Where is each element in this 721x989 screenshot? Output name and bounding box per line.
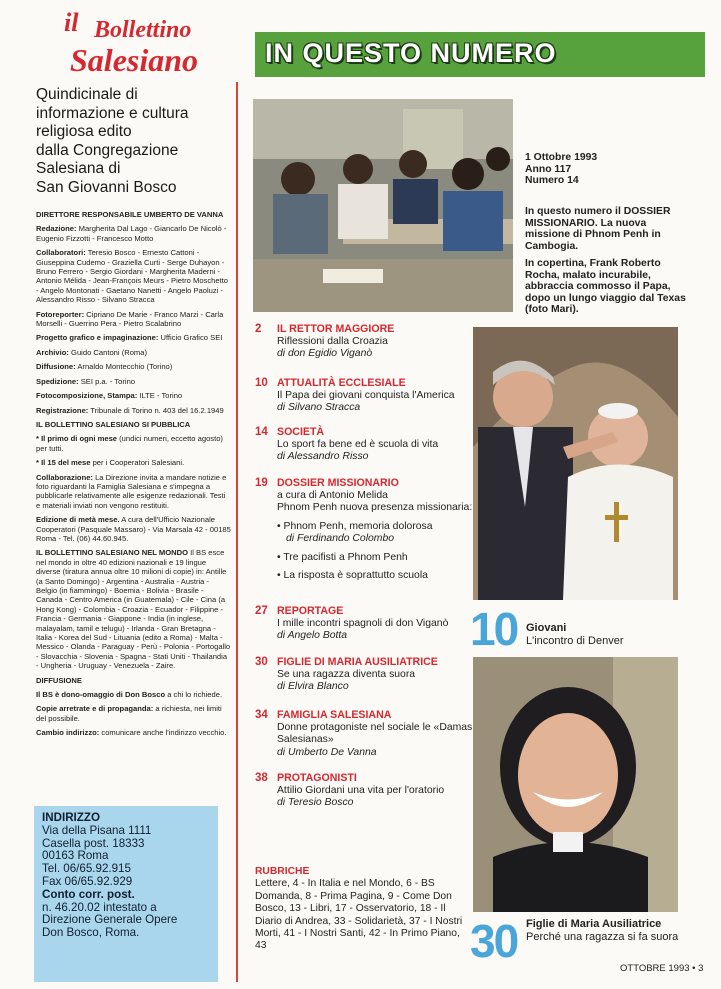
- rubriche: RUBRICHE Lettere, 4 - In Italia e nel Mondo, 6 - BS Domanda, 8 - Prima Pagina, 9 - Come Don Bosco, 13 - Libri, 17 - Osservatorio, 18 - Il Diario di Andrea, 33 - Solidarietà, 37 - I Nostri Morti, 41 - I Nostri Santi, 42 - In Primo Piano, 43: [255, 866, 463, 952]
- credit-paragraph: * Il primo di ogni mese (undici numeri, eccetto agosto) per tutti.: [36, 434, 223, 453]
- credit-paragraph: Collaboratori: Teresio Bosco - Ernesto Cattoni - Giuseppina Cudemo - Graziella Curti - Serge Duhayon - Bruno Ferrero - Sergio Giordani - Margherita Maderni - Antonio Mélida - Jean-François Meurs - Pietro Moschetto - Angelo Montonati - Gaetano Nanetti - Angelo Paoluzi - Alessandro Risso - Silvano Stracca: [36, 248, 229, 305]
- divider-line: [236, 82, 238, 982]
- logo-bollettino: Bollettino: [94, 17, 192, 43]
- credit-paragraph: Diffusione: Arnaldo Montecchio (Torino): [36, 362, 173, 372]
- credit-paragraph: Archivio: Guido Cantoni (Roma): [36, 347, 148, 357]
- feature-caption: Figlie di Maria Ausiliatrice Perché una ragazza si fa suora: [526, 918, 679, 943]
- credits-column: [36, 210, 231, 743]
- nun-photo: [473, 657, 678, 912]
- credit-paragraph: IL BOLLETTINO SALESIANO SI PUBBLICA: [36, 419, 191, 429]
- credit-paragraph: * Il 15 del mese per i Cooperatori Salesiani.: [36, 458, 185, 468]
- credit-paragraph: DIFFUSIONE: [36, 675, 82, 685]
- logo-salesiano: Salesiano: [70, 42, 199, 78]
- issue-description: In questo numero il DOSSIER MISSIONARIO. La nuova missione di Phnom Penh in Cambogia. In copertina, Frank Roberto Rocha, malato incurabile, abbraccia commosso il Papa, dopo un lungo viaggio dal Texas (foto Mari).: [525, 206, 686, 315]
- credit-paragraph: Copie arretrate e di propaganda: a richiesta, nei limiti del possibile.: [36, 704, 222, 723]
- credit-paragraph: Progetto grafico e impaginazione: Ufficio Grafico SEI: [36, 333, 223, 343]
- credit-paragraph: Collaborazione: La Direzione invita a mandare notizie e foto riguardanti la Famiglia Salesiana e s'impegna a pubblicarle relativamente alle esigenze redazionali. Testi e materiali inviati non vengono restituiti.: [36, 472, 227, 510]
- classroom-photo: [253, 99, 513, 312]
- issue-info: 1 Ottobre 1993 Anno 117 Numero 14: [525, 152, 598, 186]
- credit-paragraph: Redazione: Margherita Dal Lago - Giancarlo De Nicolò - Eugenio Fizzotti - Francesco Motto: [36, 224, 227, 243]
- feature-caption: Giovani L'incontro di Denver: [526, 622, 624, 647]
- credit-paragraph: Fotocomposizione, Stampa: ILTE - Torino: [36, 391, 183, 401]
- credit-paragraph: Spedizione: SEI p.a. - Torino: [36, 376, 136, 386]
- credit-paragraph: Fotoreporter: Cipriano De Marie - Franco Marzi - Carla Morselli - Guerrino Pera - Pietro Scalabrino: [36, 309, 224, 329]
- credit-paragraph: Cambio indirizzo: comunicare anche l'indirizzo vecchio.: [36, 728, 227, 738]
- feature-number: 10: [470, 603, 518, 655]
- page-footer: OTTOBRE 1993 • 3: [620, 963, 704, 974]
- credit-paragraph: IL BOLLETTINO SALESIANO NEL MONDO Il BS esce nel mondo in oltre 40 edizioni nazionali e 19 lingue diverse (tiratura annua oltre 10 milioni di copie) in: Antille (a Santo Domingo) - Argentina - Australia - Austria - Belgio (in fiammingo) - Boemia - Bolivia - Brasile - Canada - Centro America (in Guatemala) - Cile - Cina (a Hong Kong) - Colombia - Croazia - Ecuador - Filippine - Francia - Germania - Giappone - India (in inglese, malayalam, tamil e telugu) - Irlanda - Gran Bretagna - Italia - Korea del Sud - Lituania (edito a Roma) - Malta - Messico - Olanda - Paraguay - Perù - Polonia - Portogallo - Slovacchia - Slovenia - Spagna - Stati Uniti - Thailandia - Ungheria - Uruguay - Venezuela - Zaire.: [36, 548, 231, 671]
- credit-paragraph: Edizione di metà mese. A cura dell'Ufficio Nazionale Cooperatori (Pasquale Massaro) - Via Marsala 42 - 00185 Roma - Tel. (06) 44.60.945.: [36, 515, 231, 543]
- address-box: INDIRIZZO Via della Pisana 1111 Casella post. 18333 00163 Roma Tel. 06/65.92.915 Fax 06/65.92.929 Conto corr. post. n. 46.20.02 intestato a Direzione Generale Opere Don Bosco, Roma.: [34, 806, 218, 982]
- tagline: Quindicinale di informazione e cultura religiosa edito dalla Congregazione Salesiana di San Giovanni Bosco: [36, 86, 189, 196]
- pope-photo: [473, 327, 678, 600]
- credit-paragraph: DIRETTORE RESPONSABILE UMBERTO DE VANNA: [36, 210, 224, 219]
- credit-paragraph: Il BS è dono-omaggio di Don Bosco a chi lo richiede.: [36, 690, 223, 700]
- logo-il: il: [64, 8, 79, 37]
- feature-number: 30: [470, 915, 518, 967]
- credit-paragraph: Registrazione: Tribunale di Torino n. 403 del 16.2.1949: [36, 405, 224, 415]
- section-header: IN QUESTO NUMERO: [255, 32, 705, 77]
